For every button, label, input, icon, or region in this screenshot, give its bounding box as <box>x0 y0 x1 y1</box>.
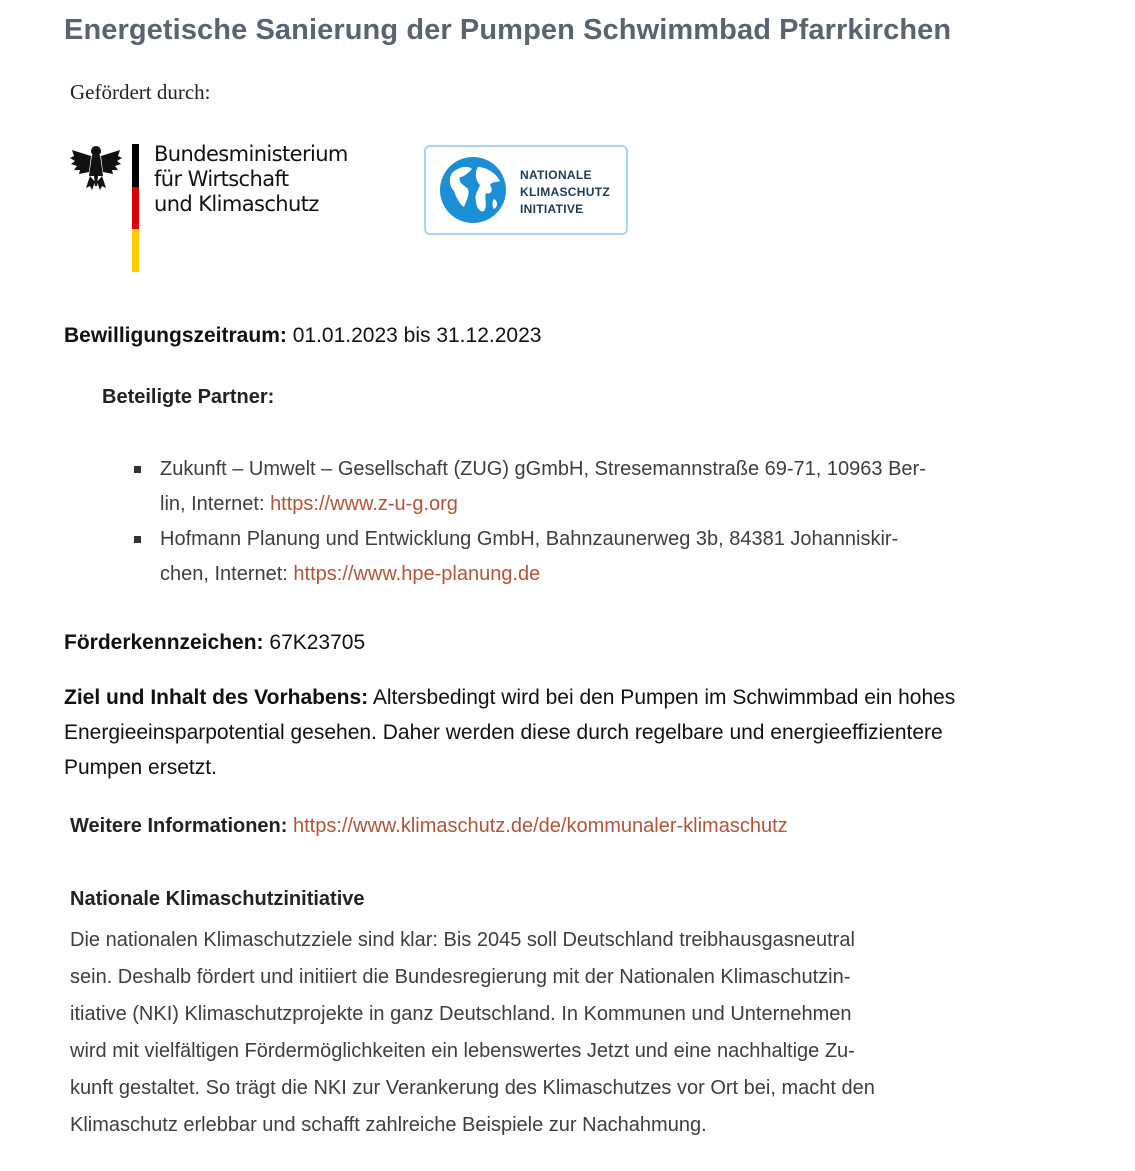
goal-paragraph <box>64 680 1124 785</box>
flag-red <box>132 187 139 229</box>
bmwk-line-2: für Wirtschaft <box>154 167 289 191</box>
goal-line-1 <box>64 680 1124 715</box>
bullet-icon <box>134 466 141 473</box>
nki-logo <box>424 145 628 235</box>
funding-code-label: Förderkennzeichen: <box>64 631 264 654</box>
approval-period-label: Bewilligungszeitraum: <box>64 324 287 347</box>
goal-line-2: Energieeinsparpotential gesehen. Daher werden diese durch regelbare und energieeffizientere <box>64 721 943 744</box>
nki-text-line: kunft gestaltet. So trägt die NKI zur Verankerung des Klimaschutzes vor Ort bei, macht den <box>70 1077 875 1099</box>
bmwk-line-3: und Klimaschutz <box>154 192 319 216</box>
bmwk-logo <box>70 142 348 274</box>
partner-link[interactable]: https://www.hpe-planung.de <box>293 563 541 585</box>
nki-line-1: NATIONALE <box>520 168 592 182</box>
partner-line-2 <box>160 557 984 592</box>
funding-code-value: 67K23705 <box>269 631 366 654</box>
partner-line-2-prefix: lin, Internet: <box>160 493 271 515</box>
federal-eagle-icon <box>70 142 122 194</box>
more-info-label: Weitere Informationen: <box>70 815 288 837</box>
more-info <box>70 815 788 838</box>
list-item <box>134 452 984 522</box>
nki-text-line: wird mit vielfältigen Fördermöglichkeiten ein lebenswertes Jetzt und eine nachhaltige Zu- <box>70 1040 855 1062</box>
goal-line-3: Pumpen ersetzt. <box>64 756 217 779</box>
nki-text-line: sein. Deshalb fördert und initiiert die Bundesregierung mit der Nationalen Klimaschutzin- <box>70 966 851 988</box>
nki-line-2: KLIMASCHUTZ <box>520 185 610 199</box>
approval-period <box>64 324 541 348</box>
nki-text-line: itiative (NKI) Klimaschutzprojekte in ganz Deutschland. In Kommunen und Unternehmen <box>70 1003 852 1025</box>
flag-black <box>132 144 139 187</box>
nki-line-3: INITIATIVE <box>520 202 584 216</box>
bmwk-line-1: Bundesministerium <box>154 142 348 166</box>
german-flag-bar <box>132 144 139 272</box>
nki-text-line: Klimaschutz erlebbar und schafft zahlreiche Beispiele zur Nachahmung. <box>70 1114 707 1136</box>
globe-icon <box>438 155 508 225</box>
page-title: Energetische Sanierung der Pumpen Schwimmbad Pfarrkirchen <box>64 14 952 46</box>
partner-link[interactable]: https://www.z-u-g.org <box>270 493 458 515</box>
more-info-link[interactable]: https://www.klimaschutz.de/de/kommunaler-klimaschutz <box>293 815 788 837</box>
funding-code <box>64 631 365 655</box>
nki-heading: Nationale Klimaschutzinitiative <box>70 888 365 910</box>
partner-line-2-prefix: chen, Internet: <box>160 563 294 585</box>
partner-line-1: Zukunft – Umwelt – Gesellschaft (ZUG) gGmbH, Stresemannstraße 69-71, 10963 Ber- <box>160 458 926 480</box>
nki-paragraph <box>70 922 1010 1144</box>
nki-wordmark <box>520 167 610 218</box>
bullet-icon <box>134 536 141 543</box>
goal-text-1: Altersbedingt wird bei den Pumpen im Schwimmbad ein hohes <box>368 686 956 709</box>
partners-label: Beteiligte Partner: <box>102 386 275 408</box>
list-item <box>134 522 984 592</box>
bmwk-wordmark <box>154 142 348 217</box>
nki-text-line: Die nationalen Klimaschutzziele sind klar: Bis 2045 soll Deutschland treibhausgasneutral <box>70 929 855 951</box>
flag-gold <box>132 229 139 272</box>
partner-line-1: Hofmann Planung und Entwicklung GmbH, Bahnzaunerweg 3b, 84381 Johanniskir- <box>160 528 899 550</box>
funded-by-label: Gefördert durch: <box>70 80 211 104</box>
partner-line-2 <box>160 487 984 522</box>
approval-period-value: 01.01.2023 bis 31.12.2023 <box>292 324 542 347</box>
partners-list <box>134 452 984 592</box>
goal-label: Ziel und Inhalt des Vorhabens: <box>64 686 369 709</box>
